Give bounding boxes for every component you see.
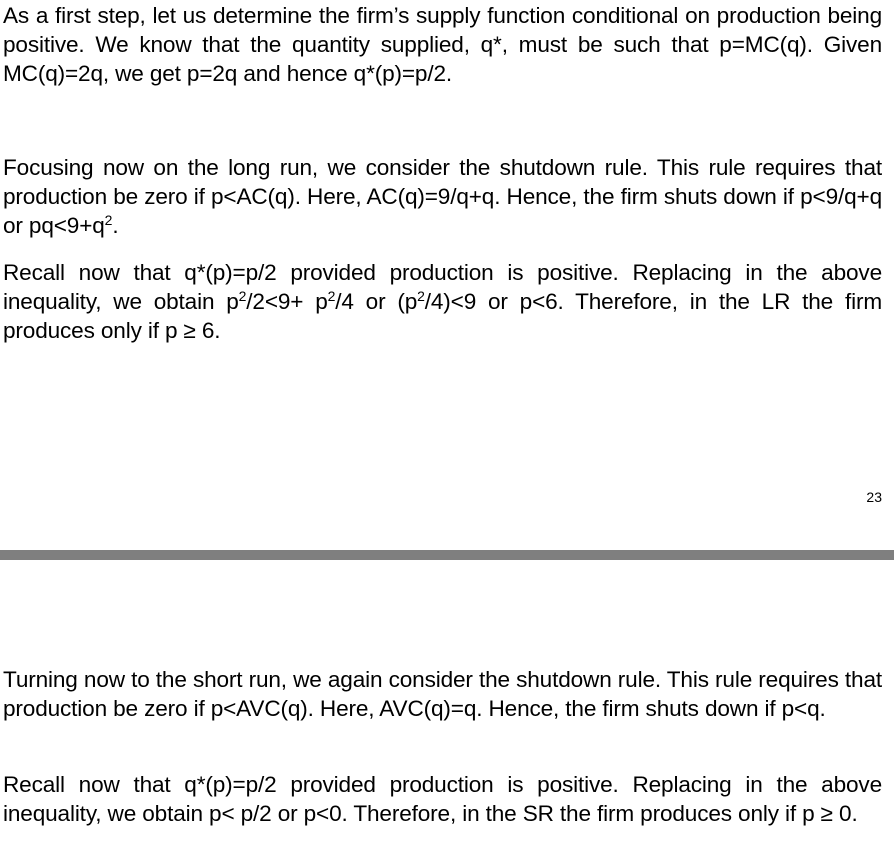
paragraph-long-run-result-text-1: Recall now that q*(p)=p/2 provided production is positive. Replacing in the above inequality, we obtain p bbox=[3, 260, 882, 314]
paragraph-long-run-shutdown bbox=[3, 153, 882, 240]
superscript-exponent: 2 bbox=[238, 288, 247, 304]
paragraph-supply-function: As a first step, let us determine the firm’s supply function conditional on production being positive. We know that the quantity supplied, q*, must be such that p=MC(q). Given MC(q)=2q, we get p=2q and hence q*(p)=p/2. bbox=[3, 3, 882, 86]
page-number: 23 bbox=[866, 489, 882, 505]
paragraph-long-run-result bbox=[3, 258, 882, 345]
paragraph-long-run-result-text-2: /2<9+ p bbox=[246, 289, 328, 314]
paragraph-short-run-shutdown: Turning now to the short run, we again consider the shutdown rule. This rule requires that production be zero if p<AVC(q). Here, AVC(q)=q. Hence, the firm shuts down if p<q. bbox=[3, 667, 882, 721]
superscript-exponent: 2 bbox=[417, 288, 425, 304]
superscript-exponent: 2 bbox=[327, 288, 336, 304]
paragraph-long-run-result-text-4: /4)<9 or p<6. Therefore, in the LR the firm produces only if p ≥ 6. bbox=[3, 289, 882, 343]
paragraph-long-run-shutdown-end: . bbox=[112, 213, 119, 238]
superscript-exponent: 2 bbox=[104, 212, 113, 228]
document-page-bottom bbox=[0, 562, 894, 861]
page-divider bbox=[0, 550, 894, 560]
paragraph-short-run-result: Recall now that q*(p)=p/2 provided production is positive. Replacing in the above inequality, we obtain p< p/2 or p<0. Therefore, in the SR the firm produces only if p ≥ 0. bbox=[3, 772, 882, 826]
paragraph-long-run-result-text-3: /4 or (p bbox=[335, 289, 418, 314]
paragraph-long-run-shutdown-text: Focusing now on the long run, we consider the shutdown rule. This rule requires that production be zero if p<AC(q). Here, AC(q)=9/q+q. Hence, the firm shuts down if p<9/q+q or pq<9+q bbox=[3, 155, 882, 238]
